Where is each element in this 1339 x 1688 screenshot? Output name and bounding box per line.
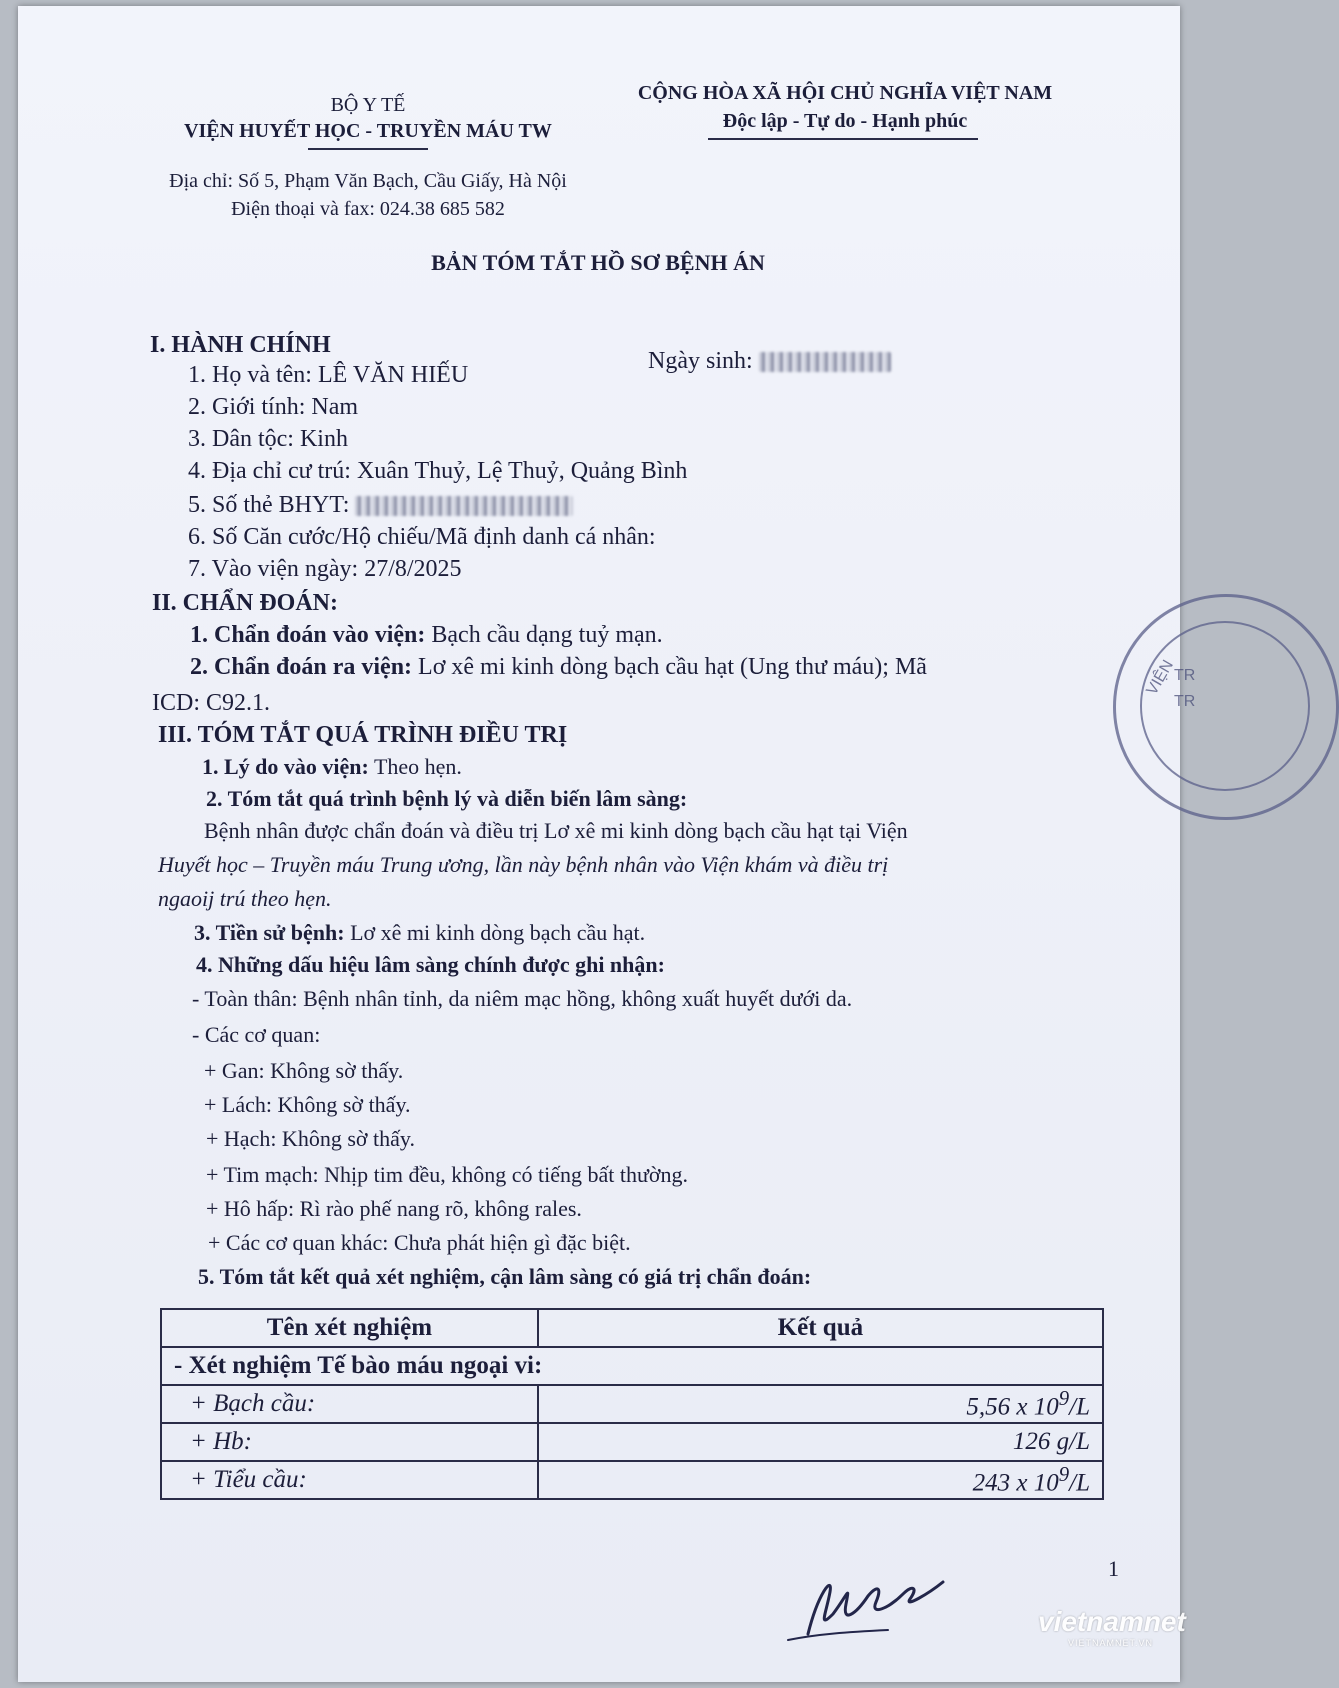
table-row	[161, 1461, 1103, 1499]
table-row	[161, 1347, 1103, 1385]
document-page	[18, 6, 1196, 1682]
document-title: BẢN TÓM TẮT HỒ SƠ BỆNH ÁN	[431, 250, 765, 275]
organs-heading: - Các cơ quan:	[192, 1022, 321, 1047]
motto-underline	[708, 138, 978, 140]
lab-results-heading: 5. Tóm tắt kết quả xét nghiệm, cận lâm sàng có giá trị chẩn đoán:	[198, 1264, 812, 1289]
lab-test-name: + Bạch cầu:	[161, 1385, 538, 1423]
clinical-signs-heading: 4. Những dấu hiệu lâm sàng chính được ghi nhận:	[196, 952, 665, 977]
admission-reason	[202, 754, 462, 780]
medical-history-label: 3. Tiền sử bệnh:	[194, 920, 345, 945]
lab-test-result	[538, 1461, 1103, 1499]
patient-address: 4. Địa chỉ cư trú: Xuân Thuỷ, Lệ Thuỷ, Quảng Bình	[188, 458, 688, 484]
clinical-summary-heading: 2. Tóm tắt quá trình bệnh lý và diễn biến lâm sàng:	[206, 786, 688, 811]
stamp-inner-ring	[1140, 621, 1310, 791]
lab-group-label: - Xét nghiệm Tế bào máu ngoại vi:	[161, 1347, 1103, 1385]
section-2-heading: II. CHẨN ĐOÁN:	[152, 590, 338, 616]
lab-result-exponent: 9	[1058, 1462, 1070, 1487]
lab-result-unit: /L	[1069, 1393, 1090, 1421]
patient-ethnicity: 3. Dân tộc: Kinh	[188, 426, 348, 452]
institute-name: VIỆN HUYẾT HỌC - TRUYỀN MÁU TW	[184, 120, 552, 142]
patient-name: 1. Họ và tên: LÊ VĂN HIẾU	[188, 362, 469, 388]
dob-label: Ngày sinh:	[648, 348, 753, 374]
admission-reason-value: Theo hẹn.	[368, 754, 462, 779]
ministry-name: BỘ Y TẾ	[330, 94, 406, 116]
lab-test-name: + Tiểu cầu:	[161, 1461, 538, 1499]
stamp-text-2: TR	[1174, 667, 1196, 684]
lab-test-result	[538, 1385, 1103, 1423]
medical-history-value: Lơ xê mi kinh dòng bạch cầu hạt.	[344, 920, 646, 945]
discharge-diagnosis-value: Lơ xê mi kinh dòng bạch cầu hạt (Ung thư máu); Mã	[412, 654, 927, 680]
lab-results-table	[160, 1308, 1104, 1500]
insurance-label: 5. Số thẻ BHYT:	[188, 492, 350, 518]
lab-test-result	[538, 1423, 1103, 1461]
icd-code: ICD: C92.1.	[152, 690, 271, 716]
section-3-heading: III. TÓM TẮT QUÁ TRÌNH ĐIỀU TRỊ	[158, 722, 568, 748]
country-name: CỘNG HÒA XÃ HỘI CHỦ NGHĨA VIỆT NAM	[637, 82, 1053, 104]
respiratory-exam: + Hô hấp: Rì rào phế nang rõ, không rales.	[206, 1196, 582, 1221]
table-row	[161, 1385, 1103, 1423]
watermark-sub-text: VIETNAMNET.VN	[1068, 1638, 1154, 1648]
medical-history	[194, 920, 645, 946]
section-1-heading: I. HÀNH CHÍNH	[150, 332, 331, 358]
table-header-row	[161, 1309, 1103, 1347]
general-condition: - Toàn thân: Bệnh nhân tỉnh, da niêm mạc hồng, không xuất huyết dưới da.	[192, 986, 853, 1011]
institute-phone: Điện thoại và fax: 024.38 685 582	[231, 198, 505, 220]
discharge-diagnosis-label: 2. Chẩn đoán ra viện:	[190, 654, 413, 680]
lab-result-value: 5,56 x 10	[966, 1393, 1059, 1421]
lab-result-value: 243 x 10	[972, 1469, 1059, 1497]
lab-test-name: + Hb:	[161, 1423, 538, 1461]
admission-reason-label: 1. Lý do vào viện:	[202, 754, 369, 779]
patient-id-number: 6. Số Căn cước/Hộ chiếu/Mã định danh cá nhân:	[188, 524, 656, 550]
watermark-main-text: vietnamnet	[1038, 1606, 1186, 1637]
admission-diagnosis	[190, 622, 663, 649]
spleen-exam: + Lách: Không sờ thấy.	[204, 1092, 411, 1117]
dob-redacted	[759, 352, 891, 372]
clinical-summary-line-1: Bệnh nhân được chẩn đoán và điều trị Lơ xê mi kinh dòng bạch cầu hạt tại Viện	[204, 818, 908, 843]
clinical-summary-line-2: Huyết học – Truyền máu Trung ương, lần này bệnh nhân vào Viện khám và điều trị	[158, 852, 889, 877]
lab-result-value: 126 g/L	[1012, 1428, 1090, 1455]
clinical-summary-line-3: ngaoij trú theo hẹn.	[158, 886, 332, 911]
signature-icon	[778, 1554, 948, 1644]
admission-diagnosis-value: Bạch cầu dạng tuỷ mạn.	[425, 622, 663, 648]
column-header-result: Kết quả	[538, 1309, 1103, 1347]
admission-date: 7. Vào viện ngày: 27/8/2025	[188, 556, 462, 582]
insurance-redacted	[355, 496, 573, 516]
page-number: 1	[1108, 1556, 1119, 1581]
lymph-node-exam: + Hạch: Không sờ thấy.	[206, 1126, 415, 1151]
admission-diagnosis-label: 1. Chẩn đoán vào viện:	[190, 622, 426, 648]
official-stamp	[1113, 594, 1339, 820]
lab-result-exponent: 9	[1058, 1386, 1070, 1411]
institute-address: Địa chỉ: Số 5, Phạm Văn Bạch, Cầu Giấy, Hà Nội	[169, 170, 567, 192]
other-organs-exam: + Các cơ quan khác: Chưa phát hiện gì đặc biệt.	[208, 1230, 631, 1255]
column-header-test-name: Tên xét nghiệm	[161, 1309, 538, 1347]
stamp-text-3: TR	[1174, 693, 1196, 710]
table-row	[161, 1423, 1103, 1461]
patient-gender: 2. Giới tính: Nam	[188, 394, 359, 420]
liver-exam: + Gan: Không sờ thấy.	[204, 1058, 404, 1083]
institute-underline	[308, 148, 428, 150]
vietnamnet-watermark	[1038, 1606, 1186, 1648]
insurance-row	[188, 492, 573, 519]
cardiac-exam: + Tim mạch: Nhịp tim đều, không có tiếng bất thường.	[206, 1162, 689, 1187]
discharge-diagnosis	[190, 654, 927, 681]
lab-result-unit: /L	[1069, 1469, 1090, 1497]
stamp-text-1: VIỆN	[1143, 657, 1177, 699]
country-motto: Độc lập - Tự do - Hạnh phúc	[722, 110, 968, 132]
dob-row	[648, 348, 891, 375]
